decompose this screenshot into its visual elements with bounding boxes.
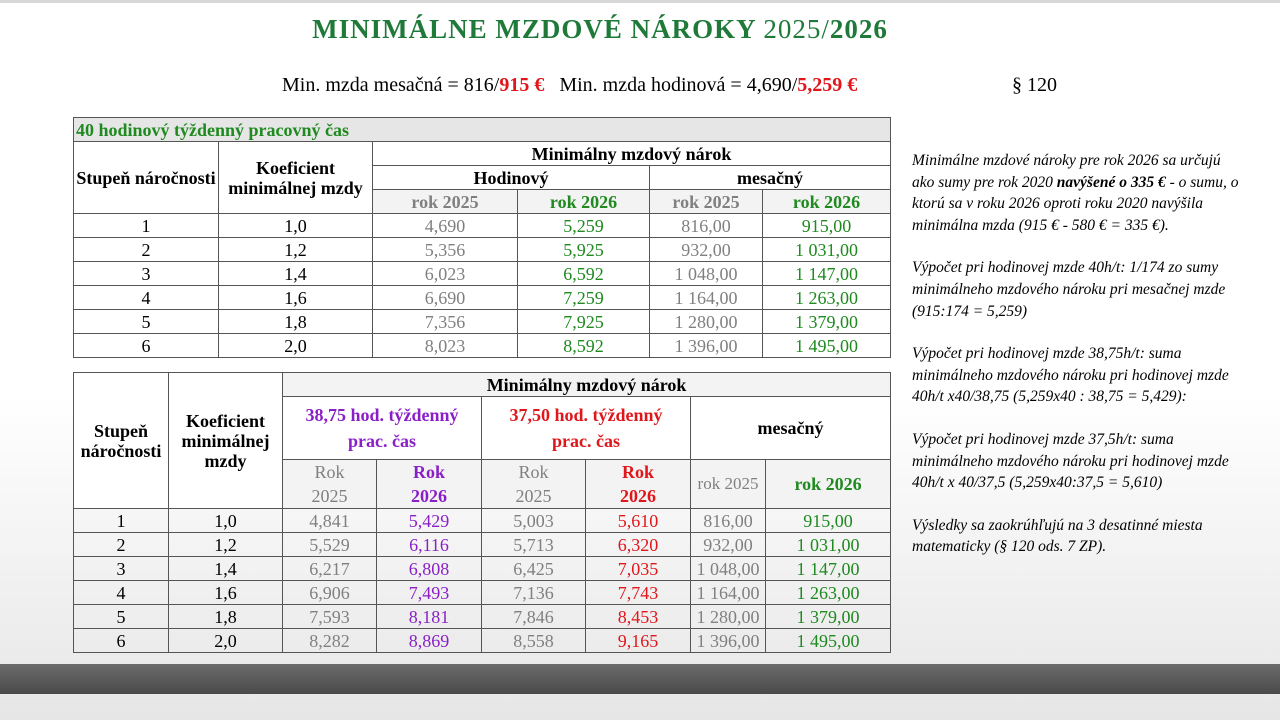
cell-stupen: 6 xyxy=(74,629,169,653)
cell-koeficient: 1,0 xyxy=(169,509,283,533)
cell-stupen: 4 xyxy=(74,581,169,605)
cell-3875-2025: 7,593 xyxy=(283,605,377,629)
cell-3875-2026: 5,429 xyxy=(377,509,482,533)
cell-mes-2025: 816,00 xyxy=(691,509,766,533)
cell-hod-2026: 6,592 xyxy=(518,262,650,286)
cell-3750-2025: 7,136 xyxy=(482,581,586,605)
paragraph-reference: § 120 xyxy=(1012,74,1057,96)
cell-mes-2025: 1 280,00 xyxy=(691,605,766,629)
cell-mes-2025: 1 048,00 xyxy=(650,262,763,286)
table2-header-mes-2025: rok 2025 xyxy=(691,460,766,509)
note-increase-bold: navýšené o 335 € xyxy=(1056,173,1166,191)
explanation-notes xyxy=(912,150,1242,579)
note-increase-c: - o sumu, o ktorú sa v roku 2026 oproti roku 2020 navýšila minimálna mzda (915 € - 580 € = 335 €). xyxy=(912,173,1239,234)
note-375h: Výpočet pri hodinovej mzde 37,5h/t: suma minimálneho mzdového nároku pri hodinovej mzde 40h/t x 40/37,5 (5,259x40:37,5 = 5,610) xyxy=(912,430,1229,492)
cell-stupen: 4 xyxy=(74,286,219,310)
table2-header-narok: Minimálny mzdový nárok xyxy=(283,373,891,397)
cell-3875-2025: 5,529 xyxy=(283,533,377,557)
table2-header-stupen: Stupeň náročnosti xyxy=(74,373,169,509)
hourly-wage-label: Min. mzda hodinová = 4,690/ xyxy=(559,74,798,96)
cell-mes-2025: 932,00 xyxy=(650,238,763,262)
table2-header-3750-2026: Rok 2026 xyxy=(586,460,691,509)
table-40-hours xyxy=(73,117,891,358)
table-row xyxy=(74,310,891,334)
cell-3875-2025: 6,217 xyxy=(283,557,377,581)
table1-header-mesacny: mesačný xyxy=(650,166,891,190)
cell-3875-2026: 6,808 xyxy=(377,557,482,581)
cell-3750-2026: 9,165 xyxy=(586,629,691,653)
title-year-2026: 2026 xyxy=(829,14,888,44)
cell-koeficient: 1,4 xyxy=(219,262,373,286)
table2-header-3875: 38,75 hod. týždenný prac. čas xyxy=(283,397,482,460)
table-row xyxy=(74,262,891,286)
cell-mes-2026: 915,00 xyxy=(763,214,891,238)
cell-mes-2025: 1 048,00 xyxy=(691,557,766,581)
table1-header-hodinovy: Hodinový xyxy=(373,166,650,190)
cell-3750-2026: 5,610 xyxy=(586,509,691,533)
cell-stupen: 2 xyxy=(74,238,219,262)
table-row xyxy=(74,334,891,358)
cell-hod-2026: 7,925 xyxy=(518,310,650,334)
cell-mes-2026: 1 031,00 xyxy=(763,238,891,262)
cell-mes-2026: 1 495,00 xyxy=(763,334,891,358)
cell-hod-2025: 6,023 xyxy=(373,262,518,286)
table1-header-mes-2026: rok 2026 xyxy=(763,190,891,214)
cell-mes-2026: 1 263,00 xyxy=(763,286,891,310)
table2-header-3875-2025: Rok 2025 xyxy=(283,460,377,509)
cell-hod-2025: 6,690 xyxy=(373,286,518,310)
page-number: 41 xyxy=(1264,366,1275,378)
cell-mes-2025: 932,00 xyxy=(691,533,766,557)
table1-caption: 40 hodinový týždenný pracovný čas xyxy=(74,118,891,142)
cell-3875-2026: 8,869 xyxy=(377,629,482,653)
cell-koeficient: 1,6 xyxy=(169,581,283,605)
cell-mes-2025: 1 280,00 xyxy=(650,310,763,334)
minimum-wage-line xyxy=(282,74,857,97)
cell-koeficient: 1,8 xyxy=(219,310,373,334)
cell-stupen: 1 xyxy=(74,509,169,533)
cell-mes-2025: 1 164,00 xyxy=(691,581,766,605)
cell-hod-2025: 5,356 xyxy=(373,238,518,262)
cell-koeficient: 2,0 xyxy=(219,334,373,358)
cell-hod-2025: 4,690 xyxy=(373,214,518,238)
note-rounding: Výsledky sa zaokrúhľujú na 3 desatinné miesta matematicky (§ 120 ods. 7 ZP). xyxy=(912,516,1203,556)
cell-mes-2026: 1 379,00 xyxy=(766,605,891,629)
cell-3875-2025: 6,906 xyxy=(283,581,377,605)
cell-3750-2026: 7,743 xyxy=(586,581,691,605)
cell-hod-2025: 8,023 xyxy=(373,334,518,358)
table2-header-3750-2025: Rok 2025 xyxy=(482,460,586,509)
cell-3750-2026: 8,453 xyxy=(586,605,691,629)
cell-mes-2026: 915,00 xyxy=(766,509,891,533)
cell-mes-2025: 1 164,00 xyxy=(650,286,763,310)
cell-stupen: 1 xyxy=(74,214,219,238)
table2-header-koeficient: Koeficient minimálnej mzdy xyxy=(169,373,283,509)
cell-mes-2026: 1 031,00 xyxy=(766,533,891,557)
table1-header-hod-2026: rok 2026 xyxy=(518,190,650,214)
cell-stupen: 6 xyxy=(74,334,219,358)
cell-mes-2026: 1 147,00 xyxy=(766,557,891,581)
table-reduced-hours xyxy=(73,372,891,653)
cell-stupen: 5 xyxy=(74,605,169,629)
cell-3875-2026: 6,116 xyxy=(377,533,482,557)
table-row xyxy=(74,286,891,310)
cell-mes-2026: 1 263,00 xyxy=(766,581,891,605)
cell-stupen: 3 xyxy=(74,262,219,286)
cell-3750-2025: 7,846 xyxy=(482,605,586,629)
cell-3750-2025: 6,425 xyxy=(482,557,586,581)
page-title xyxy=(0,14,1200,45)
table2-header-mesacny: mesačný xyxy=(691,397,891,460)
cell-koeficient: 1,8 xyxy=(169,605,283,629)
table2-header-3875-2026: Rok 2026 xyxy=(377,460,482,509)
table1-header-narok: Minimálny mzdový nárok xyxy=(373,142,891,166)
table1-header-mes-2025: rok 2025 xyxy=(650,190,763,214)
cell-3875-2025: 4,841 xyxy=(283,509,377,533)
table1-header-hod-2025: rok 2025 xyxy=(373,190,518,214)
table-row xyxy=(74,509,891,533)
cell-stupen: 3 xyxy=(74,557,169,581)
note-3875h: Výpočet pri hodinovej mzde 38,75h/t: suma minimálneho mzdového nároku pri hodinovej mzde 40h/t x40/38,75 (5,259x40 : 38,75 = 5,429): xyxy=(912,345,1229,406)
cell-3875-2025: 8,282 xyxy=(283,629,377,653)
table-row xyxy=(74,581,891,605)
note-40h: Výpočet pri hodinovej mzde 40h/t: 1/174 zo sumy minimálneho mzdového nároku pri mesačnej mzde (915:174 = 5,259) xyxy=(912,259,1226,320)
cell-3875-2026: 7,493 xyxy=(377,581,482,605)
table-row xyxy=(74,533,891,557)
cell-hod-2026: 7,259 xyxy=(518,286,650,310)
cell-koeficient: 1,0 xyxy=(219,214,373,238)
cell-mes-2026: 1 379,00 xyxy=(763,310,891,334)
cell-3750-2026: 6,320 xyxy=(586,533,691,557)
cell-stupen: 2 xyxy=(74,533,169,557)
cell-stupen: 5 xyxy=(74,310,219,334)
cell-3750-2026: 7,035 xyxy=(586,557,691,581)
note-increase-a: Minimálne mzdové nároky pre rok 2026 sa určujú ako sumy pre rok 2020 xyxy=(912,152,1221,191)
cell-mes-2025: 816,00 xyxy=(650,214,763,238)
table-row xyxy=(74,238,891,262)
cell-mes-2025: 1 396,00 xyxy=(650,334,763,358)
table-row xyxy=(74,214,891,238)
cell-mes-2026: 1 147,00 xyxy=(763,262,891,286)
table-row xyxy=(74,557,891,581)
title-year-2025: 2025/ xyxy=(763,14,830,44)
cell-3750-2025: 8,558 xyxy=(482,629,586,653)
cell-koeficient: 1,2 xyxy=(219,238,373,262)
table2-header-3750: 37,50 hod. týždenný prac. čas xyxy=(482,397,691,460)
cell-mes-2025: 1 396,00 xyxy=(691,629,766,653)
table-row xyxy=(74,605,891,629)
monthly-wage-new: 915 € xyxy=(499,74,545,96)
table-row xyxy=(74,629,891,653)
footer-bar xyxy=(0,664,1280,694)
note-increase xyxy=(912,150,1242,236)
table1-header-stupen: Stupeň náročnosti xyxy=(74,142,219,214)
cell-hod-2025: 7,356 xyxy=(373,310,518,334)
cell-koeficient: 1,4 xyxy=(169,557,283,581)
cell-3750-2025: 5,713 xyxy=(482,533,586,557)
hourly-wage-new: 5,259 € xyxy=(797,74,858,96)
cell-3750-2025: 5,003 xyxy=(482,509,586,533)
monthly-wage-label: Min. mzda mesačná = 816/ xyxy=(282,74,500,96)
cell-koeficient: 1,2 xyxy=(169,533,283,557)
top-divider xyxy=(0,0,1280,3)
cell-koeficient: 1,6 xyxy=(219,286,373,310)
table1-header-koeficient: Koeficient minimálnej mzdy xyxy=(219,142,373,214)
cell-3875-2026: 8,181 xyxy=(377,605,482,629)
cell-hod-2026: 5,259 xyxy=(518,214,650,238)
title-main: MINIMÁLNE MZDOVÉ NÁROKY xyxy=(312,14,756,44)
cell-mes-2026: 1 495,00 xyxy=(766,629,891,653)
cell-hod-2026: 8,592 xyxy=(518,334,650,358)
cell-koeficient: 2,0 xyxy=(169,629,283,653)
cell-hod-2026: 5,925 xyxy=(518,238,650,262)
table2-header-mes-2026: rok 2026 xyxy=(766,460,891,509)
